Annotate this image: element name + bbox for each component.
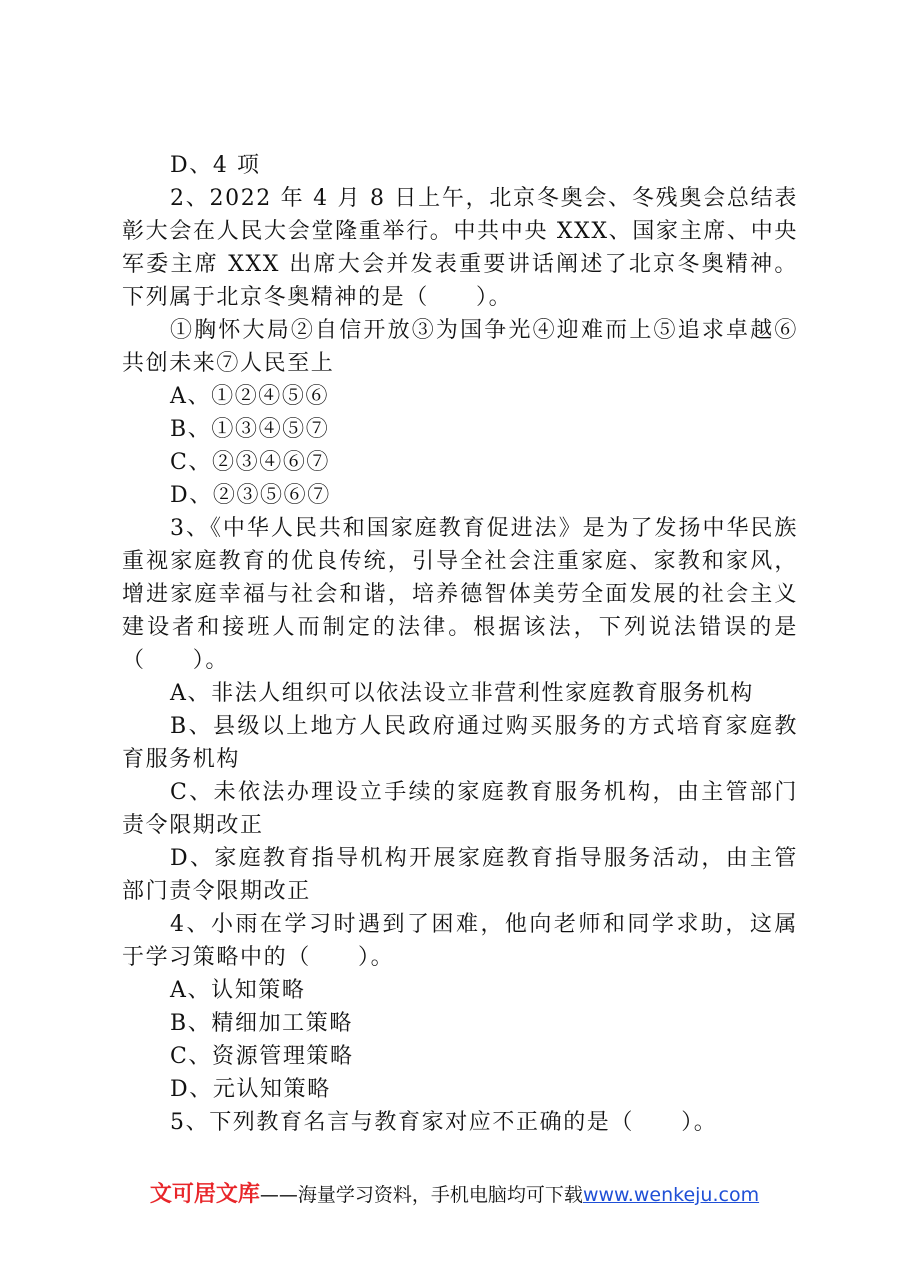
option-c-q3: C、未依法办理设立手续的家庭教育服务机构，由主管部门责令限期改正 (122, 780, 798, 838)
footer-slogan: 海量学习资料，手机电脑均可下载 (297, 1184, 583, 1206)
question-2: 2、2022 年 4 月 8 日上午，北京冬奥会、冬残奥会总结表彰大会在人民大会堂隆重举行。中共中央 XXX、国家主席、中央军委主席 XXX 出席大会并发表重要讲话阐述了北京冬奥精神。下列属于北京冬奥精神的是（ ）。 (122, 186, 798, 310)
option-b-q2: B、①③④⑤⑦ (170, 417, 330, 442)
question-2-items: ①胸怀大局②自信开放③为国争光④迎难而上⑤追求卓越⑥共创未来⑦人民至上 (122, 318, 798, 376)
option-a-q4: A、认知策略 (170, 978, 306, 1003)
option-c-q2: C、②③④⑥⑦ (170, 450, 331, 475)
option-d-q2: D、②③⑤⑥⑦ (170, 483, 331, 508)
option-d-q1: D、4 项 (170, 153, 261, 178)
question-4: 4、小雨在学习时遇到了困难，他向老师和同学求助，这属于学习策略中的（ ）。 (122, 912, 798, 970)
option-c-q4: C、资源管理策略 (170, 1044, 354, 1069)
option-a-q2: A、①②④⑤⑥ (170, 384, 330, 409)
question-5: 5、下列教育名言与教育家对应不正确的是（ ）。 (170, 1110, 718, 1135)
page-footer (0, 1183, 909, 1207)
brand-name: 文可居文库 (149, 1182, 260, 1207)
website-link[interactable]: www.wenkeju.com (582, 1184, 760, 1206)
option-b-q4: B、精细加工策略 (170, 1011, 353, 1036)
option-b-q3: B、县级以上地方人民政府通过购买服务的方式培育家庭教育服务机构 (122, 714, 798, 772)
footer-dash: —— (259, 1184, 298, 1206)
document-body (122, 149, 798, 1139)
option-a-q3: A、非法人组织可以依法设立非营利性家庭教育服务机构 (170, 681, 754, 706)
question-3: 3、《中华人民共和国家庭教育促进法》是为了发扬中华民族重视家庭教育的优良传统，引导全社会注重家庭、家教和家风，增进家庭幸福与社会和谐，培养德智体美劳全面发展的社会主义建设者和接班人而制定的法律。根据该法，下列说法错误的是（ ）。 (122, 516, 798, 673)
option-d-q3: D、家庭教育指导机构开展家庭教育指导服务活动，由主管部门责令限期改正 (122, 846, 798, 904)
option-d-q4: D、元认知策略 (170, 1077, 331, 1102)
